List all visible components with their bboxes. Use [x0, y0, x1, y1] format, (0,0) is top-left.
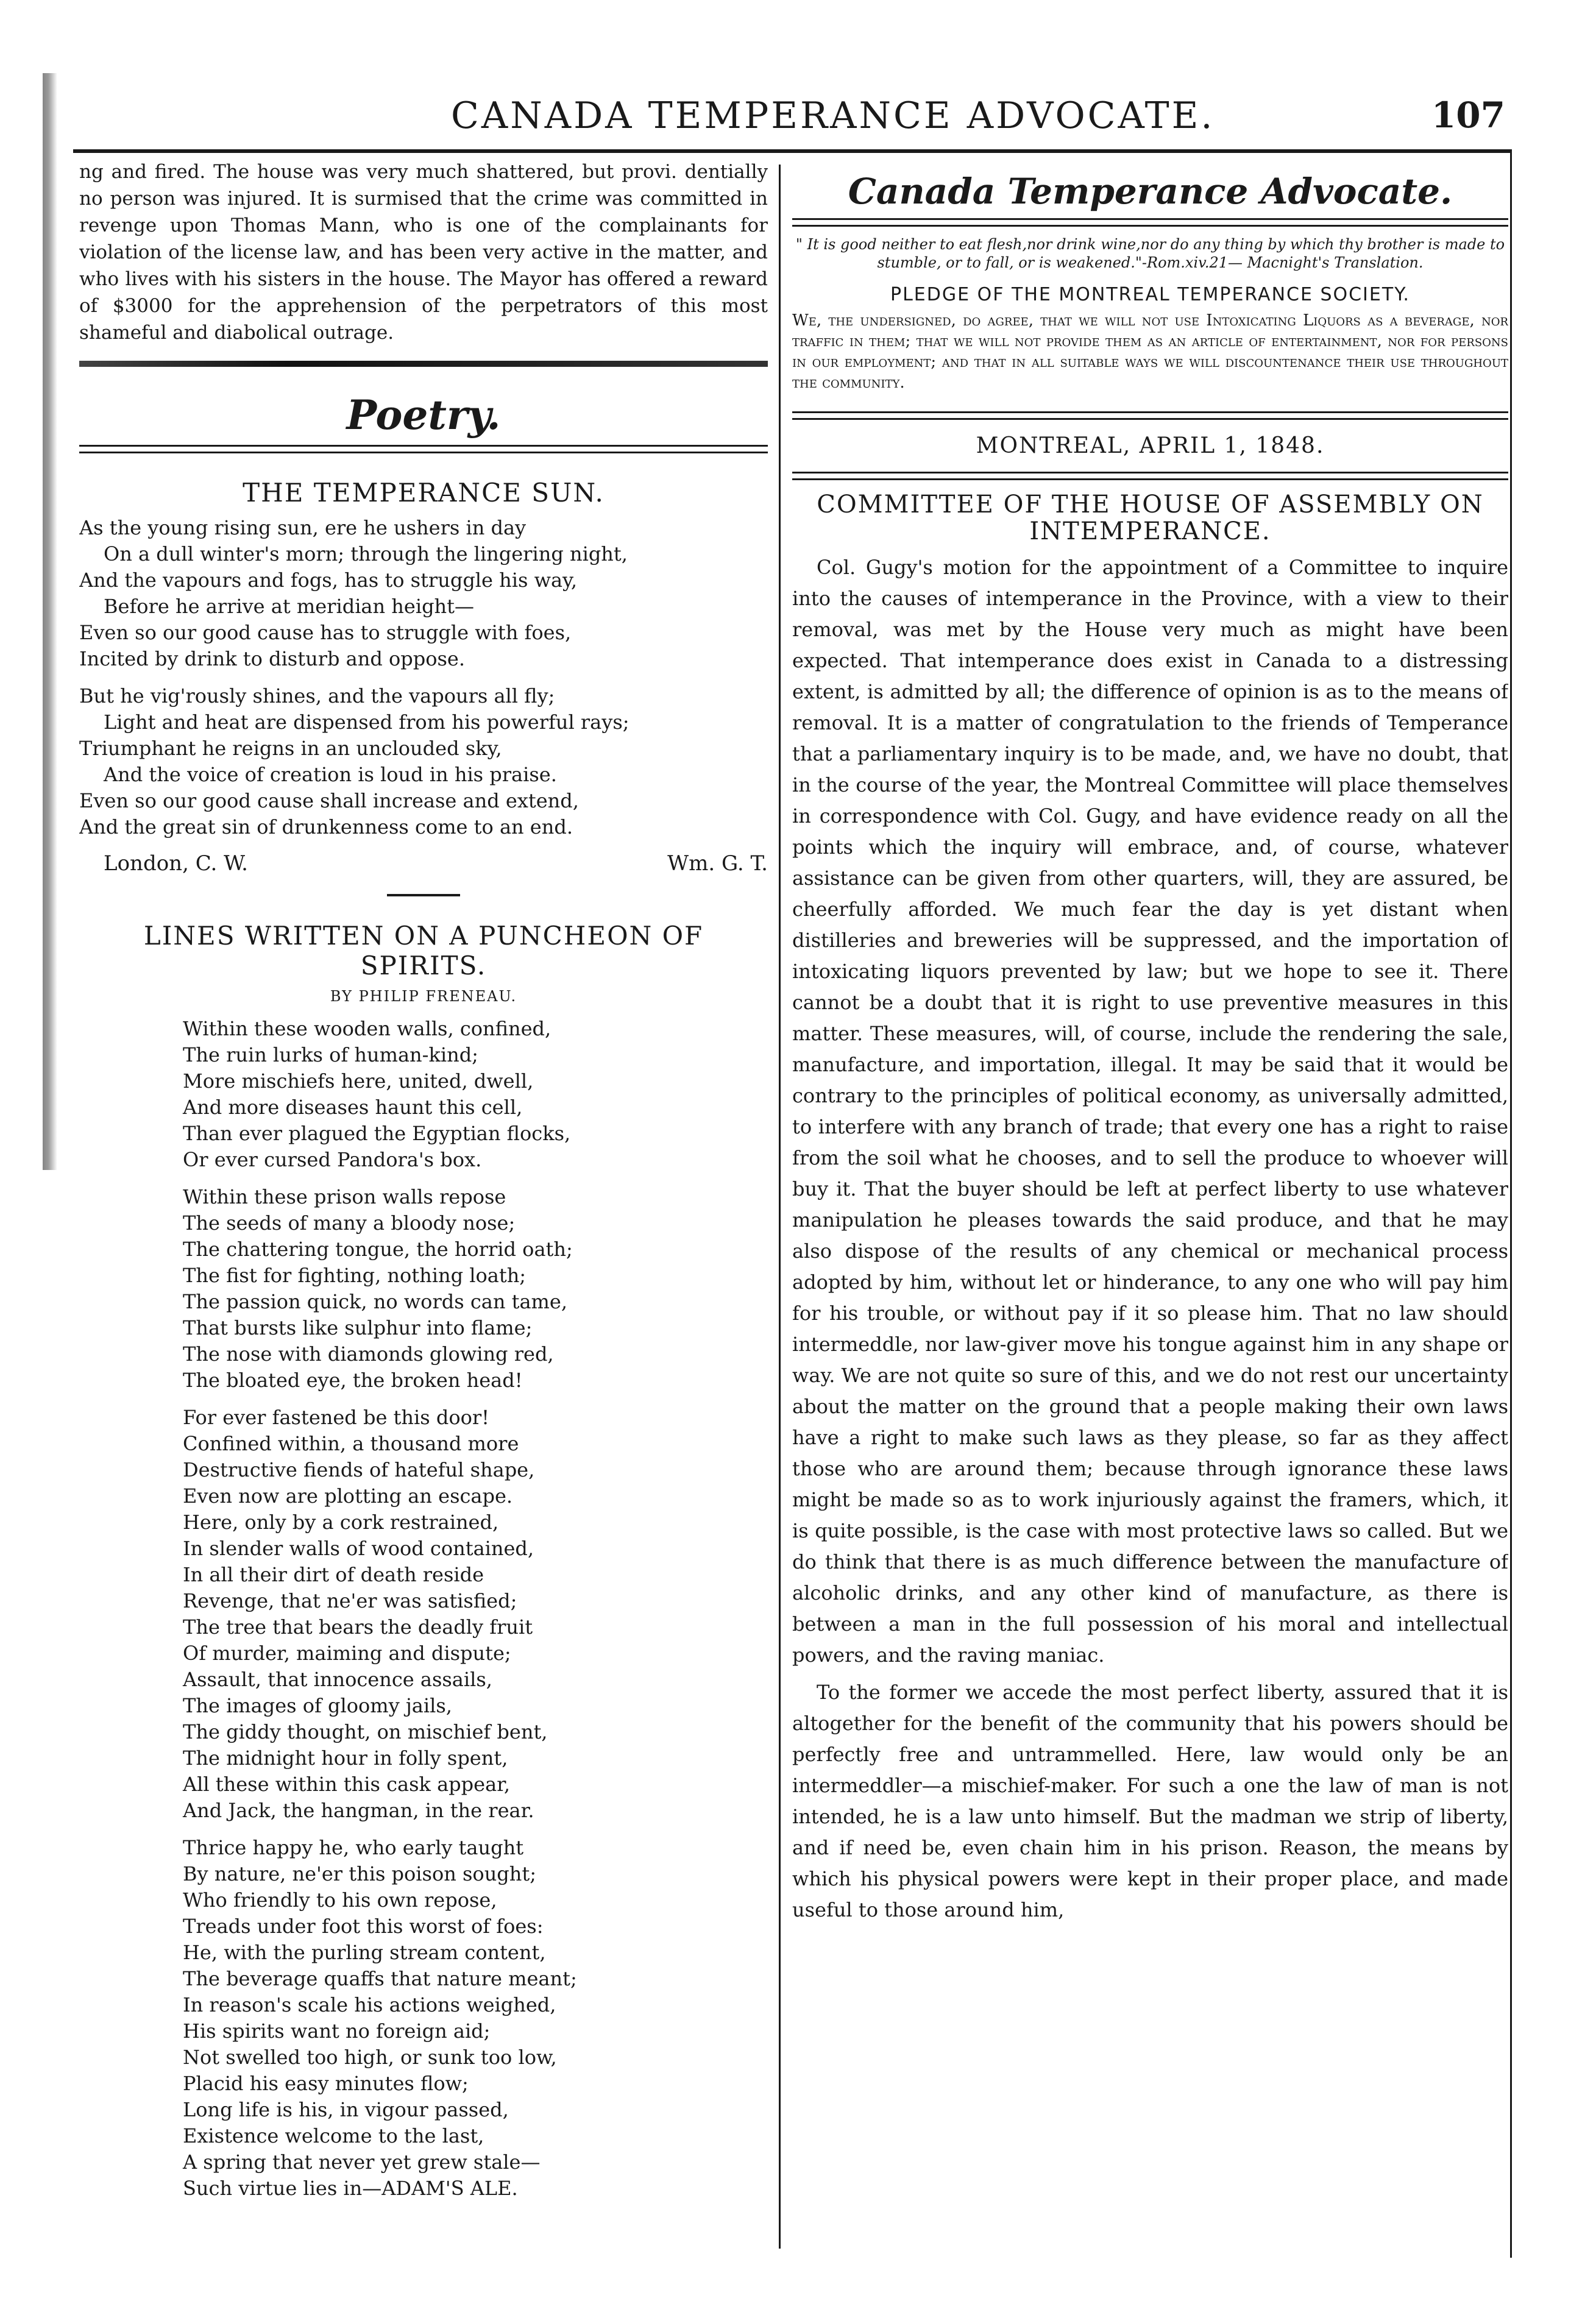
- poem-line: By nature, ne'er this poison sought;: [183, 1862, 537, 1885]
- poem-signature: [104, 851, 768, 876]
- poem-line: Not swelled too high, or sunk too low,: [183, 2046, 557, 2069]
- poem-line: Within these prison walls repose: [183, 1185, 506, 1208]
- poem-line: The ruin lurks of human-kind;: [183, 1043, 478, 1066]
- section-rule: [79, 361, 768, 367]
- poem-line: The midnight hour in folly spent,: [183, 1746, 508, 1770]
- poem-line: As the young rising sun, ere he ushers in day: [79, 516, 527, 539]
- poem-line: Long life is his, in vigour passed,: [183, 2098, 509, 2121]
- poem-line: The passion quick, no words can tame,: [183, 1290, 567, 1313]
- poem-line: His spirits want no foreign aid;: [183, 2019, 491, 2043]
- poem-line: The fist for fighting, nothing loath;: [183, 1264, 527, 1287]
- running-title: CANADA TEMPERANCE ADVOCATE.: [451, 94, 1215, 137]
- poem-line: Placid his easy minutes flow;: [183, 2072, 469, 2095]
- poem-line: For ever fastened be this door!: [183, 1406, 490, 1429]
- poem-line: All these within this cask appear,: [183, 1773, 511, 1796]
- poem-line: Revenge, that ne'er was satisfied;: [183, 1589, 517, 1612]
- poem-line: Who friendly to his own repose,: [183, 1888, 497, 1912]
- poem-line: Than ever plagued the Egyptian flocks,: [183, 1122, 571, 1145]
- poem-line: The giddy thought, on mischief bent,: [183, 1720, 548, 1743]
- poem-line: The seeds of many a bloody nose;: [183, 1211, 516, 1235]
- left-column: [79, 158, 768, 2267]
- dateline-rule-top: [792, 411, 1508, 420]
- page-header: [73, 94, 1511, 149]
- poem-line: Even now are plotting an escape.: [183, 1484, 513, 1508]
- right-column: [792, 158, 1508, 2267]
- poem-line: On a dull winter's morn; through the lingering night,: [104, 542, 628, 566]
- poem-line: Here, only by a cork restrained,: [183, 1511, 499, 1534]
- poem-line: Within these wooden walls, confined,: [183, 1017, 552, 1040]
- dateline: MONTREAL, APRIL 1, 1848.: [976, 433, 1325, 458]
- article-paragraph: To the former we accede the most perfect liberty, assured that it is altogether for the benefit of the community that his powers should be perfectly free and untrammelled. Here, law would only be an intermeddler—a mischief-maker. For such a one the law of man is not intended, he is a law unto himself. But the madman we strip of liberty, and if need be, even chain him in his prison. Reason, the means by which his physical powers were kept in their proper place, and made useful to those around him,: [792, 1681, 1508, 1921]
- poem-puncheon: [183, 1016, 768, 2202]
- poem-line: The nose with diamonds glowing red,: [183, 1342, 554, 1366]
- heading-rule: [79, 445, 768, 453]
- poem-line: The tree that bears the deadly fruit: [183, 1615, 533, 1639]
- poem-title-temperance-sun: THE TEMPERANCE SUN.: [243, 478, 605, 508]
- pledge-title: PLEDGE OF THE MONTREAL TEMPERANCE SOCIETY.: [890, 284, 1410, 305]
- poem-line: And the vapours and fogs, has to struggle his way,: [79, 569, 578, 592]
- news-fragment: ng and fired. The house was very much shattered, but provi. dentially no person was injured. It is surmised that the crime was committed in revenge upon Thomas Mann, who is one of the complainants for violation of the license law, and has been very active in the matter, and who lives with his sisters in the house. The Mayor has offered a reward of $3000 for the apprehension of the perpetrators of this most shameful and diabolical outrage.: [79, 161, 768, 344]
- poem-line: Assault, that innocence assails,: [183, 1668, 492, 1691]
- poem-stanza: [183, 1405, 768, 1824]
- poem-line: Incited by drink to disturb and oppose.: [79, 647, 466, 670]
- poem-stanza: [183, 1016, 768, 1173]
- poem-line: Existence welcome to the last,: [183, 2124, 484, 2147]
- separator-rule: [387, 894, 460, 896]
- pledge-text: We, the undersigned, do agree, that we will not use Intoxicating Liquors as a beverage, nor traffic in them; that we will not provide them as an article of entertainment, nor for persons in our employment; and that in all suitable ways we will discountenance their use throughout the community.: [792, 311, 1508, 392]
- column-divider: [779, 165, 781, 2249]
- article-title: COMMITTEE OF THE HOUSE OF ASSEMBLY ON INTEMPERANCE.: [817, 491, 1484, 545]
- poem-line: In slender walls of wood contained,: [183, 1537, 534, 1560]
- poem-line: The chattering tongue, the horrid oath;: [183, 1238, 573, 1261]
- poem-stanza: [79, 683, 768, 840]
- poem-line: And more diseases haunt this cell,: [183, 1096, 523, 1119]
- right-border: [1510, 149, 1512, 2258]
- poetry-heading: Poetry.: [346, 391, 501, 439]
- article-paragraph: Col. Gugy's motion for the appointment of a Committee to inquire into the causes of intemperance in the Province, with a view to their removal, was met by the House very much as might have been expected. That intemperance does exist in Canada to a distressing extent, is admitted by all; the difference of opinion is as to the means of removal. It is a matter of congratulation to the friends of Temperance that a parliamentary inquiry is to be made, and, we have no doubt, that in the course of the year, the Montreal Committee will place themselves in correspondence with Col. Gugy, and have evidence ready on all the points which the inquiry will embrace, and, of course, whatever assistance can be given from other quarters, will, they are assured, be cheerfully afforded. We much fear the day is yet distant when distilleries and breweries will be suppressed, and the importation of intoxicating liquors prevented by law; but we hope to see it. There cannot be a doubt that it is right to use preventive measures in this matter. These measures, will, of course, include the rendering the sale, manufacture, and importation, illegal. It may be said that it would be contrary to the principles of political economy, as universally admitted, to interfere with any branch of trade; that every one has a right to raise from the soil what he chooses, and to sell the produce to whoever will buy it. That the buyer should be left at perfect liberty to use whatever manipulation he pleases towards the said produce, and that he may also dispose of the results of any chemical or mechanical process adopted by him, without let or hinderance, to any one who will pay him for his trouble, or without pay if it so please him. That no law should intermeddle, nor law-giver move his tongue against him in any shape or way. We are not quite so sure of this, and we do not rest our uncertainty about the matter on the ground that a people making their own laws have a right to make such laws as they please, so far as they affect those who are around them; because through ignorance these laws might be made so as to work injuriously against the framers, which, it is quite possible, is the case with most protective laws so called. But we do think that there is as much difference between the manufacture of alcoholic drinks, and any other kind of manufacture, as there is between a man in the full possession of his moral and intellectual powers, and the raving maniac.: [792, 556, 1508, 1667]
- poem-temperance-sun: [79, 515, 768, 840]
- poem-line: But he vig'rously shines, and the vapours all fly;: [79, 684, 555, 707]
- poem-line: Such virtue lies in—ADAM'S ALE.: [183, 2177, 518, 2200]
- poem-title-puncheon: LINES WRITTEN ON A PUNCHEON OF SPIRITS.: [143, 921, 704, 980]
- poem-line: The images of gloomy jails,: [183, 1694, 452, 1717]
- poem-line: Light and heat are dispensed from his powerful rays;: [104, 711, 630, 734]
- poem-byline: BY PHILIP FRENEAU.: [330, 988, 517, 1005]
- poem-line: And Jack, the hangman, in the rear.: [183, 1799, 534, 1822]
- poem-line: Before he arrive at meridian height—: [104, 595, 475, 618]
- motto: " It is good neither to eat flesh,nor drink wine,nor do any thing by which thy brother is made to stumble, or to fall, or is weakened."-Rom.xiv.21— Macnight's Translation.: [795, 236, 1505, 271]
- poem-line: Confined within, a thousand more: [183, 1432, 519, 1455]
- poem-line: Even so our good cause shall increase and extend,: [79, 789, 579, 812]
- poem-line: A spring that never yet grew stale—: [183, 2150, 541, 2174]
- poem-stanza: [183, 1184, 768, 1394]
- poem-line: Of murder, maiming and dispute;: [183, 1642, 511, 1665]
- poem-line: Destructive fiends of hateful shape,: [183, 1458, 535, 1481]
- poem-line: And the voice of creation is loud in his praise.: [104, 763, 557, 786]
- scan-binding-shadow: [43, 73, 57, 1170]
- poem-line: In reason's scale his actions weighed,: [183, 1993, 556, 2016]
- page-number: 107: [1431, 94, 1505, 136]
- poem-line: He, with the purling stream content,: [183, 1941, 546, 1964]
- poem-stanza: [183, 1835, 768, 2202]
- poem-line: The beverage quaffs that nature meant;: [183, 1967, 577, 1990]
- poem-line: Thrice happy he, who early taught: [183, 1836, 524, 1859]
- masthead-rule: [792, 218, 1508, 227]
- poem-line: Triumphant he reigns in an unclouded sky,: [79, 737, 502, 760]
- poem-line: Or ever cursed Pandora's box.: [183, 1148, 482, 1171]
- poem-line: That bursts like sulphur into flame;: [183, 1316, 533, 1339]
- dateline-rule-bottom: [792, 472, 1508, 480]
- poem-line: And the great sin of drunkenness come to an end.: [79, 815, 573, 838]
- poem-stanza: [79, 515, 768, 672]
- masthead: Canada Temperance Advocate.: [848, 171, 1453, 212]
- poem-line: In all their dirt of death reside: [183, 1563, 484, 1586]
- poem-line: More mischiefs here, united, dwell,: [183, 1069, 534, 1093]
- poem-line: The bloated eye, the broken head!: [183, 1369, 523, 1392]
- poem-author-initials: Wm. G. T.: [667, 851, 768, 876]
- poem-place: London, C. W.: [104, 851, 248, 876]
- poem-line: Treads under foot this worst of foes:: [183, 1915, 544, 1938]
- poem-line: Even so our good cause has to struggle with foes,: [79, 621, 572, 644]
- header-rule: [73, 149, 1511, 153]
